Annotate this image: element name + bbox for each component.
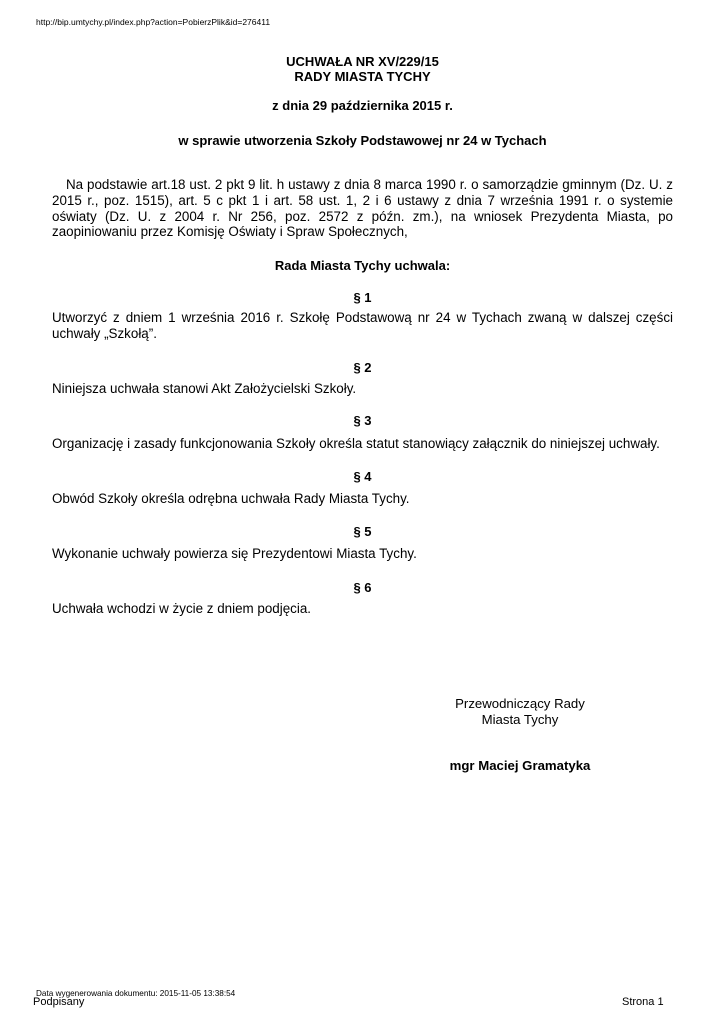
signed-label: Podpisany — [33, 996, 85, 1008]
signatory-role-2: Miasta Tychy — [481, 712, 559, 727]
section-text-1: Utworzyć z dniem 1 września 2016 r. Szkołę Podstawową nr 24 w Tychach zwaną w dalszej części uchwały „Szkołą”. — [52, 310, 673, 341]
section-text-3: Organizację i zasady funkcjonowania Szkoły określa statut stanowiący załącznik do niniejszej uchwały. — [52, 436, 660, 451]
page-number: Strona 1 — [622, 996, 664, 1008]
section-text-2: Niniejsza uchwała stanowi Akt Założycielski Szkoły. — [52, 381, 357, 396]
signatory-role-1: Przewodniczący Rady — [455, 696, 585, 711]
section-mark-4: § 4 — [353, 469, 372, 484]
section-mark-1: § 1 — [353, 290, 372, 305]
resolution-number: UCHWAŁA NR XV/229/15 — [286, 54, 439, 69]
council-name: RADY MIASTA TYCHY — [294, 69, 431, 84]
section-text-6: Uchwała wchodzi w życie z dniem podjęcia. — [52, 601, 311, 616]
section-mark-3: § 3 — [353, 413, 372, 428]
preamble: Na podstawie art.18 ust. 2 pkt 9 lit. h ustawy z dnia 8 marca 1990 r. o samorządzie gminnym (Dz. U. z 2015 r., poz. 1515), art. 5 c pkt 1 i art. 58 ust. 1, 2 i 6 ustawy z dnia 7 września 1991 r. o systemie oświaty (Dz. U. z 2004 r. Nr 256, poz. 2572 z późn. zm.), na wniosek Prezydenta Miasta, po zaopiniowaniu przez Komisję Oświaty i Spraw Społecznych, — [52, 177, 673, 240]
source-url: http://bip.umtychy.pl/index.php?action=PobierzPlik&id=276411 — [36, 17, 271, 27]
resolves-heading: Rada Miasta Tychy uchwala: — [274, 258, 451, 273]
resolution-subject: w sprawie utworzenia Szkoły Podstawowej nr 24 w Tychach — [178, 133, 547, 148]
section-mark-5: § 5 — [353, 524, 372, 539]
resolution-date: z dnia 29 października 2015 r. — [272, 98, 453, 113]
signatory-name: mgr Maciej Gramatyka — [449, 758, 591, 773]
section-text-4: Obwód Szkoły określa odrębna uchwała Rady Miasta Tychy. — [52, 491, 410, 506]
generation-date: Data wygenerowania dokumentu: 2015-11-05 13:38:54 — [36, 989, 236, 998]
section-text-5: Wykonanie uchwały powierza się Prezydentowi Miasta Tychy. — [52, 546, 417, 561]
section-mark-6: § 6 — [353, 580, 372, 595]
section-mark-2: § 2 — [353, 360, 372, 375]
